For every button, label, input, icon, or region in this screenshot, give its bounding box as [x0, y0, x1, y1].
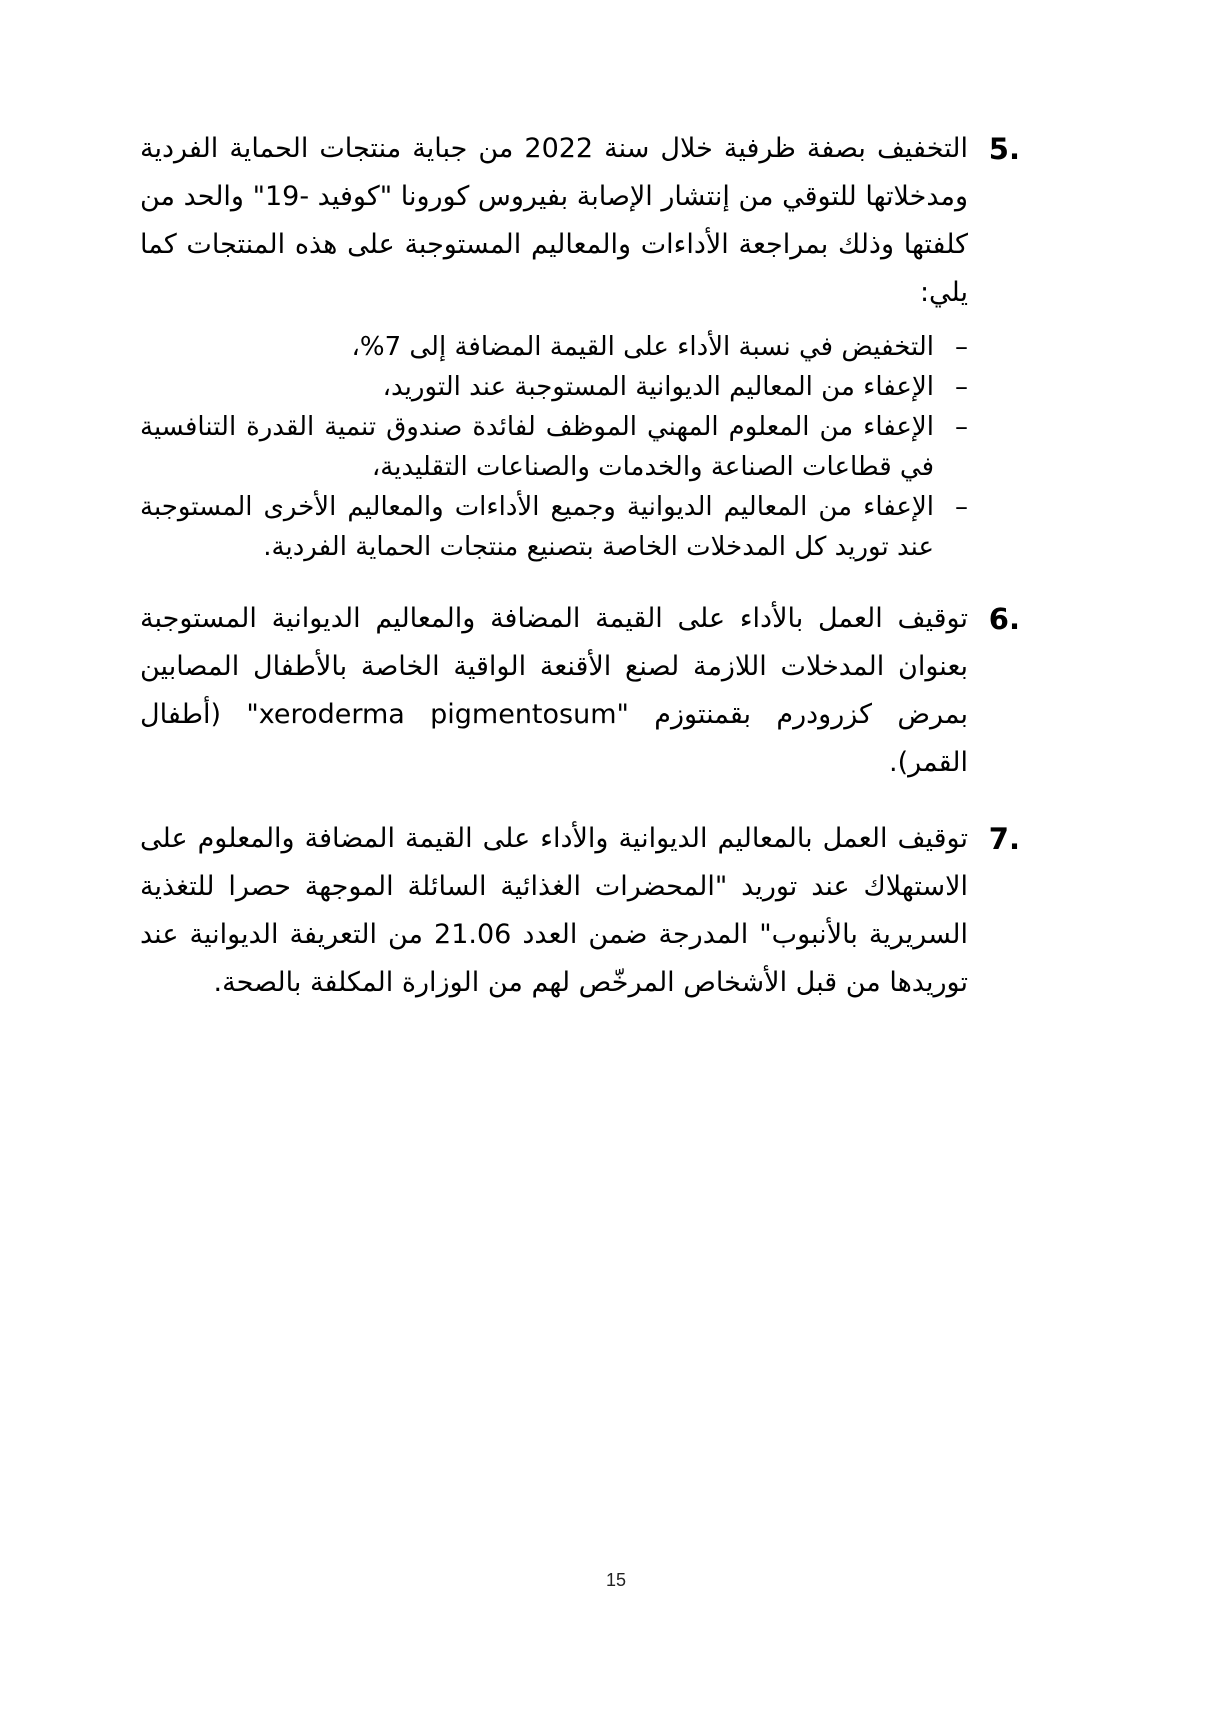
list-item [140, 327, 968, 367]
provision-item-6 [140, 595, 1020, 787]
item-number: 5. [988, 132, 1020, 166]
list-item [140, 487, 968, 567]
bullet-text: التخفيض في نسبة الأداء على القيمة المضافة إلى 7%، [351, 332, 934, 362]
dash-bullet-icon: – [955, 332, 968, 362]
list-item [140, 407, 968, 487]
provision-item-7 [140, 815, 1020, 1007]
bullet-text: الإعفاء من المعاليم الديوانية وجميع الأداءات والمعاليم الأخرى المستوجبة عند توريد كل المدخلات الخاصة بتصنيع منتجات الحماية الفردية. [140, 492, 934, 562]
item-text: توقيف العمل بالمعاليم الديوانية والأداء على القيمة المضافة والمعلوم على الاستهلاك عند توريد "المحضرات الغذائية السائلة الموجهة حصرا للتغذية السريرية بالأنبوب" المدرجة ضمن العدد 21.06 من التعريفة الديوانية عند توريدها من قبل الأشخاص المرخّص لهم من الوزارة المكلفة بالصحة. [140, 823, 968, 998]
item-number: 6. [988, 602, 1020, 636]
bullet-list [140, 327, 968, 567]
item-text: توقيف العمل بالأداء على القيمة المضافة والمعاليم الديوانية المستوجبة بعنوان المدخلات اللازمة لصنع الأقنعة الواقية الخاصة بالأطفال المصابين بمرض كزرودرم بقمنتوزم "xeroderma pigmentosum" (أطفال القمر). [140, 603, 968, 778]
document-body [140, 125, 1020, 1035]
bullet-text: الإعفاء من المعاليم الديوانية المستوجبة عند التوريد، [382, 372, 934, 402]
item-text: التخفيف بصفة ظرفية خلال سنة 2022 من جباية منتجات الحماية الفردية ومدخلاتها للتوقي من إنتشار الإصابة بفيروس كورونا "كوفيد -19" والحد من كلفتها وذلك بمراجعة الأداءات والمعاليم المستوجبة على هذه المنتجات كما يلي: [140, 133, 969, 308]
dash-bullet-icon: – [955, 372, 968, 402]
bullet-text: الإعفاء من المعلوم المهني الموظف لفائدة صندوق تنمية القدرة التنافسية في قطاعات الصناعة والخدمات والصناعات التقليدية، [140, 412, 934, 482]
dash-bullet-icon: – [955, 412, 968, 442]
dash-bullet-icon: – [955, 492, 968, 522]
list-item [140, 367, 968, 407]
item-number: 7. [988, 822, 1020, 856]
provision-item-5 [140, 125, 1020, 567]
page-number: 15 [605, 1570, 627, 1590]
